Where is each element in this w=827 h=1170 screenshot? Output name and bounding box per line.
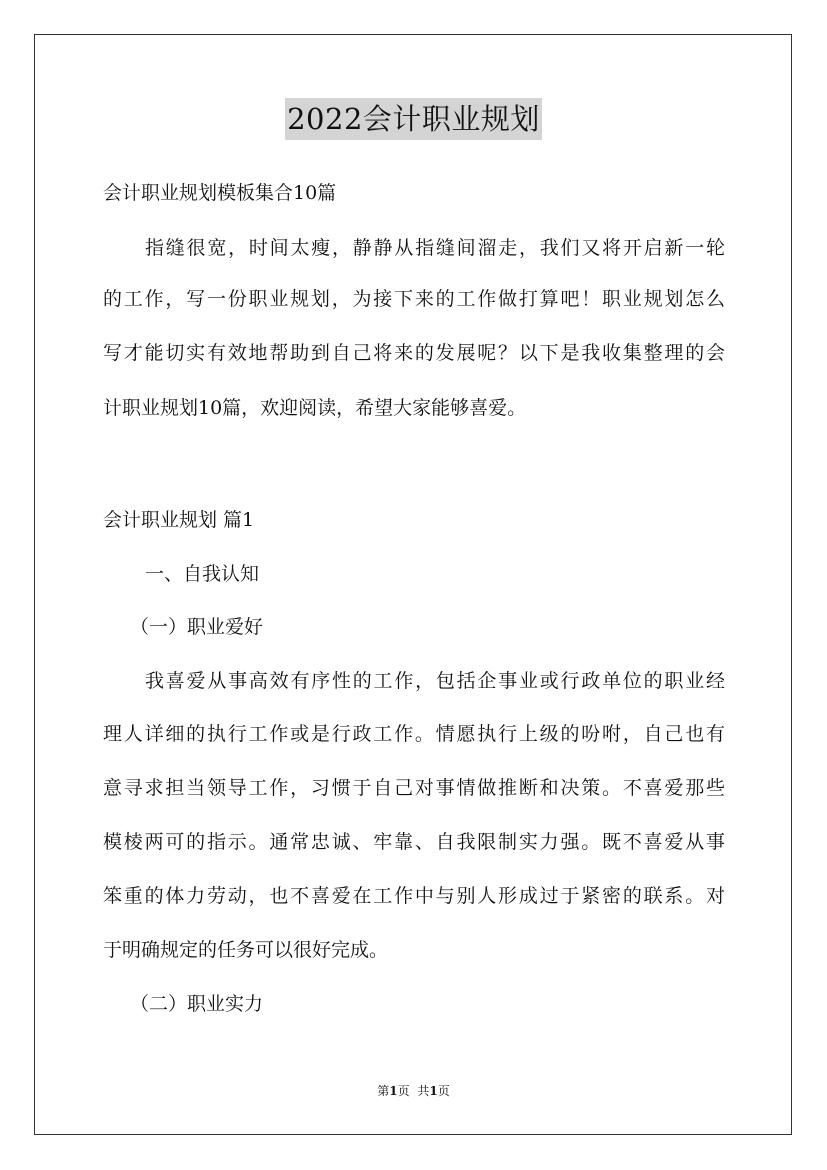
paragraph-line: 我喜爱从事高效有序性的工作，包括企事业或行政单位的职业经 (145, 670, 725, 692)
paragraph-line: 笨重的体力劳动，也不喜爱在工作中与别人形成过于紧密的联系。对 (103, 885, 725, 907)
footer-total-number: 1 (429, 1084, 438, 1098)
footer-page-number: 1 (389, 1084, 398, 1098)
page-footer (0, 1083, 827, 1099)
paragraph-line: 理人详细的执行工作或是行政工作。情愿执行上级的吩咐，自己也有 (103, 723, 725, 745)
title-block (0, 98, 827, 140)
footer-total-suffix: 页 (437, 1084, 450, 1098)
paragraph-line: 模棱两可的指示。通常忠诚、牢靠、自我限制实力强。既不喜爱从事 (103, 831, 725, 853)
heading-self-awareness: 一、自我认知 (145, 563, 260, 585)
intro-line: 的工作，写一份职业规划，为接下来的工作做打算吧！职业规划怎么 (103, 288, 725, 310)
document-title: 2022会计职业规划 (285, 98, 542, 140)
heading-career-ability: （二）职业实力 (130, 993, 264, 1015)
intro-line: 写才能切实有效地帮助到自己将来的发展呢？以下是我收集整理的会 (103, 342, 725, 364)
heading-career-interest: （一）职业爱好 (130, 616, 264, 638)
intro-line: 计职业规划10篇，欢迎阅读，希望大家能够喜爱。 (103, 397, 527, 419)
document-subtitle: 会计职业规划模板集合10篇 (103, 182, 337, 204)
section-heading: 会计职业规划 篇1 (103, 509, 255, 531)
intro-line: 指缝很宽，时间太瘦，静静从指缝间溜走，我们又将开启新一轮 (145, 237, 725, 259)
footer-page-prefix: 第 (377, 1084, 390, 1098)
paragraph-line: 意寻求担当领导工作，习惯于自己对事情做推断和决策。不喜爱那些 (103, 777, 725, 799)
paragraph-line: 于明确规定的任务可以很好完成。 (103, 939, 389, 961)
footer-page-suffix: 页 (397, 1084, 410, 1098)
footer-total-prefix: 共 (417, 1084, 430, 1098)
